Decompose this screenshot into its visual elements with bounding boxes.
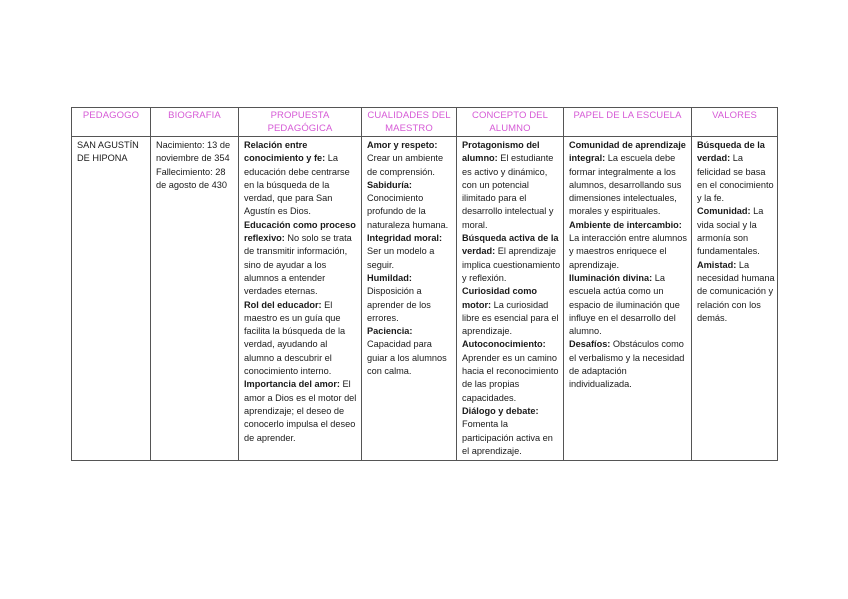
propuesta-item: Importancia del amor: El amor a Dios es el motor del aprendizaje; el deseo de conocerlo impulsa el deseo de aprender. — [244, 379, 357, 443]
cell-biografia — [151, 137, 239, 461]
cell-pedagogo — [72, 137, 151, 461]
header-propuesta: PROPUESTA PEDAGÓGICA — [239, 108, 362, 137]
propuesta-item: Rol del educador: El maestro es un guía que facilita la búsqueda de la verdad, ayudando al alumno a descubrir el conocimiento interno. — [244, 299, 346, 377]
header-biografia: BIOGRAFIA — [151, 108, 239, 137]
cell-papel — [564, 137, 692, 461]
papel-item: Ambiente de intercambio: La interacción entre alumnos y maestros enriquece el aprendizaje. — [569, 219, 687, 270]
cell-cualidades — [362, 137, 457, 461]
header-pedagogo: PEDAGOGO — [72, 108, 151, 137]
concepto-item: Protagonismo del alumno: El estudiante es activo y dinámico, con un potencial ilimitado para el desarrollo intelectual y moral. — [462, 140, 554, 230]
valor-item: Amistad: La necesidad humana de comunicación y relación con los demás. — [697, 259, 775, 323]
table-row — [72, 137, 778, 461]
papel-item: Desafíos: Obstáculos como el verbalismo y la necesidad de adaptación individualizada. — [569, 339, 685, 390]
header-valores: VALORES — [692, 108, 778, 137]
concepto-item: Curiosidad como motor: La curiosidad libre es esencial para el aprendizaje. — [462, 286, 559, 337]
cell-propuesta — [239, 137, 362, 461]
cell-concepto — [457, 137, 564, 461]
cualidad-item: Humildad: Disposición a aprender de los errores. — [367, 272, 431, 323]
valor-item: Comunidad: La vida social y la armonía son fundamentales. — [697, 206, 764, 257]
concepto-item: Diálogo y debate: Fomenta la participación activa en el aprendizaje. — [462, 405, 553, 456]
birth-text: Nacimiento: 13 de noviembre de 354 — [156, 140, 231, 164]
cualidad-item: Amor y respeto: Crear un ambiente de comprensión. — [367, 140, 444, 177]
header-concepto: CONCEPTO DEL ALUMNO — [457, 108, 564, 137]
header-cualidades: CUALIDADES DEL MAESTRO — [362, 108, 457, 137]
death-text: Fallecimiento: 28 de agosto de 430 — [156, 166, 228, 190]
cualidad-item: Paciencia: Capacidad para guiar a los alumnos con calma. — [367, 326, 447, 377]
propuesta-item: Relación entre conocimiento y fe: La educación debe centrarse en la búsqueda de la verdad, que para San Agustín es Dios. — [244, 140, 350, 217]
valor-item: Búsqueda de la verdad: La felicidad se basa en el conocimiento y la fe. — [697, 140, 774, 204]
cell-valores — [692, 137, 778, 461]
header-row — [72, 108, 778, 137]
cualidad-item: Sabiduría: Conocimiento profundo de la naturaleza humana. — [367, 179, 449, 230]
papel-item: Comunidad de aprendizaje integral: La escuela debe formar integralmente a los alumnos, desarrollando sus dimensiones intelectuales, morales y espirituales. — [569, 140, 686, 217]
propuesta-item: Educación como proceso reflexivo: No solo se trata de transmitir información, sino de ayudar a los alumnos a entender verdades eternas. — [244, 219, 356, 297]
concepto-item: Búsqueda activa de la verdad: El aprendizaje implica cuestionamiento y reflexión. — [462, 233, 561, 283]
pedagogo-name: SAN AGUSTÍN DE HIPONA — [77, 140, 139, 164]
papel-item: Iluminación divina: La escuela actúa como un espacio de iluminación que influye en el desarrollo del alumno. — [569, 272, 680, 337]
header-papel: PAPEL DE LA ESCUELA — [564, 108, 692, 137]
concepto-item: Autoconocimiento: Aprender es un camino hacia el reconocimiento de las propias capacidades. — [462, 339, 559, 403]
cualidad-item: Integridad moral: Ser un modelo a seguir. — [367, 233, 443, 270]
pedagogy-table — [71, 107, 778, 461]
